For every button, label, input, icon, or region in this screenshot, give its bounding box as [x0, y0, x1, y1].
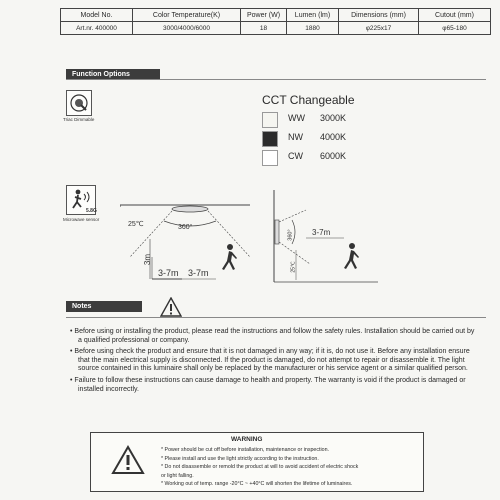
warning-lines: [161, 446, 421, 489]
wall-temp: 25℃: [290, 261, 297, 273]
cell-dimensions: φ225x17: [339, 22, 419, 35]
cell-color-temp: 3000/4000/6000: [133, 22, 241, 35]
ceiling-range-right: 3-7m: [188, 268, 209, 278]
notes-list: [70, 328, 480, 397]
function-options-heading: Function Options: [66, 69, 160, 80]
spec-data-row: [61, 22, 491, 35]
notes-heading: Notes: [66, 301, 142, 312]
header-dimensions: Dimensions (mm): [339, 9, 419, 22]
warning-triangle-icon: [111, 445, 145, 475]
warning-line: * Do not disassemble or remold the product at will to avoid accident of electric shock: [161, 464, 359, 471]
warning-line: * Please install and use the light strictly according to the instruction.: [161, 455, 319, 462]
cell-power: 18: [241, 22, 287, 35]
cct-code: NW: [288, 132, 303, 142]
note-item: • Before using check the product and ensure that it is not damaged in any way; if it is, do not use it. Before any installation ensure that the main electrical supply is disconnected. If the product is damaged, do not attempt to repair or disassemble it. The light source contained in this luminaire shall only be replaced by the manufacturer or his service agent or a similar qualified person.: [70, 348, 470, 373]
function-divider: [66, 79, 486, 80]
triac-dimmable-icon: [66, 90, 92, 116]
sensor-frequency: 5.8G: [86, 208, 97, 214]
cct-code: CW: [288, 151, 303, 161]
warning-line: * Working out of temp. range -20°C ~ +40°C will shorten the lifetime of luminaires.: [161, 481, 353, 488]
ww-swatch: [262, 112, 278, 128]
header-cutout: Cutout (mm): [419, 9, 491, 22]
cct-kelvin: 3000K: [320, 113, 347, 123]
header-lumen: Lumen (lm): [287, 9, 339, 22]
triac-label: Triac Dimmable: [63, 117, 95, 122]
warning-line: * Power should be cut off before installation, maintenance or inspection.: [161, 447, 330, 453]
header-model: Model No.: [61, 9, 133, 22]
note-item: • Failure to follow these instructions can cause damage to health and property. The warranty is void if the product is damaged or installed incorrectly.: [70, 376, 466, 393]
sensor-label: Microwave sensor: [63, 217, 100, 222]
cct-title: CCT Changeable: [262, 93, 355, 107]
notes-divider: [66, 317, 486, 318]
ceiling-mount-diagram: [120, 195, 260, 295]
warning-triangle-icon: [160, 297, 182, 317]
ceiling-rotation: 360°: [178, 224, 193, 231]
wall-range: 3-7m: [312, 228, 331, 237]
warning-title: WARNING: [231, 436, 263, 443]
warning-box: [90, 432, 424, 492]
cw-swatch: [262, 150, 278, 166]
spec-table: [60, 8, 491, 35]
ceiling-height: 3m: [143, 253, 153, 266]
cct-code: WW: [288, 113, 305, 123]
cell-model: Art.nr. 400000: [61, 22, 133, 35]
nw-swatch: [262, 131, 278, 147]
spec-header-row: [61, 9, 491, 22]
warning-line: or light falling.: [161, 472, 194, 479]
header-power: Power (W): [241, 9, 287, 22]
note-item: • Before using or installing the product, please read the instructions and follow the safety rules. Installation should be carried out by a qualified professional or company.: [70, 328, 475, 344]
ceiling-range-left: 3-7m: [158, 268, 179, 278]
cct-kelvin: 4000K: [320, 132, 347, 142]
cell-lumen: 1880: [287, 22, 339, 35]
wall-mount-diagram: [266, 190, 386, 290]
header-color-temp: Color Temperature(K): [133, 9, 241, 22]
ceiling-angle-temp: 25℃: [128, 221, 144, 228]
cct-kelvin: 6000K: [320, 151, 347, 161]
cell-cutout: φ65-180: [419, 22, 491, 35]
wall-rotation: 360°: [287, 229, 294, 241]
